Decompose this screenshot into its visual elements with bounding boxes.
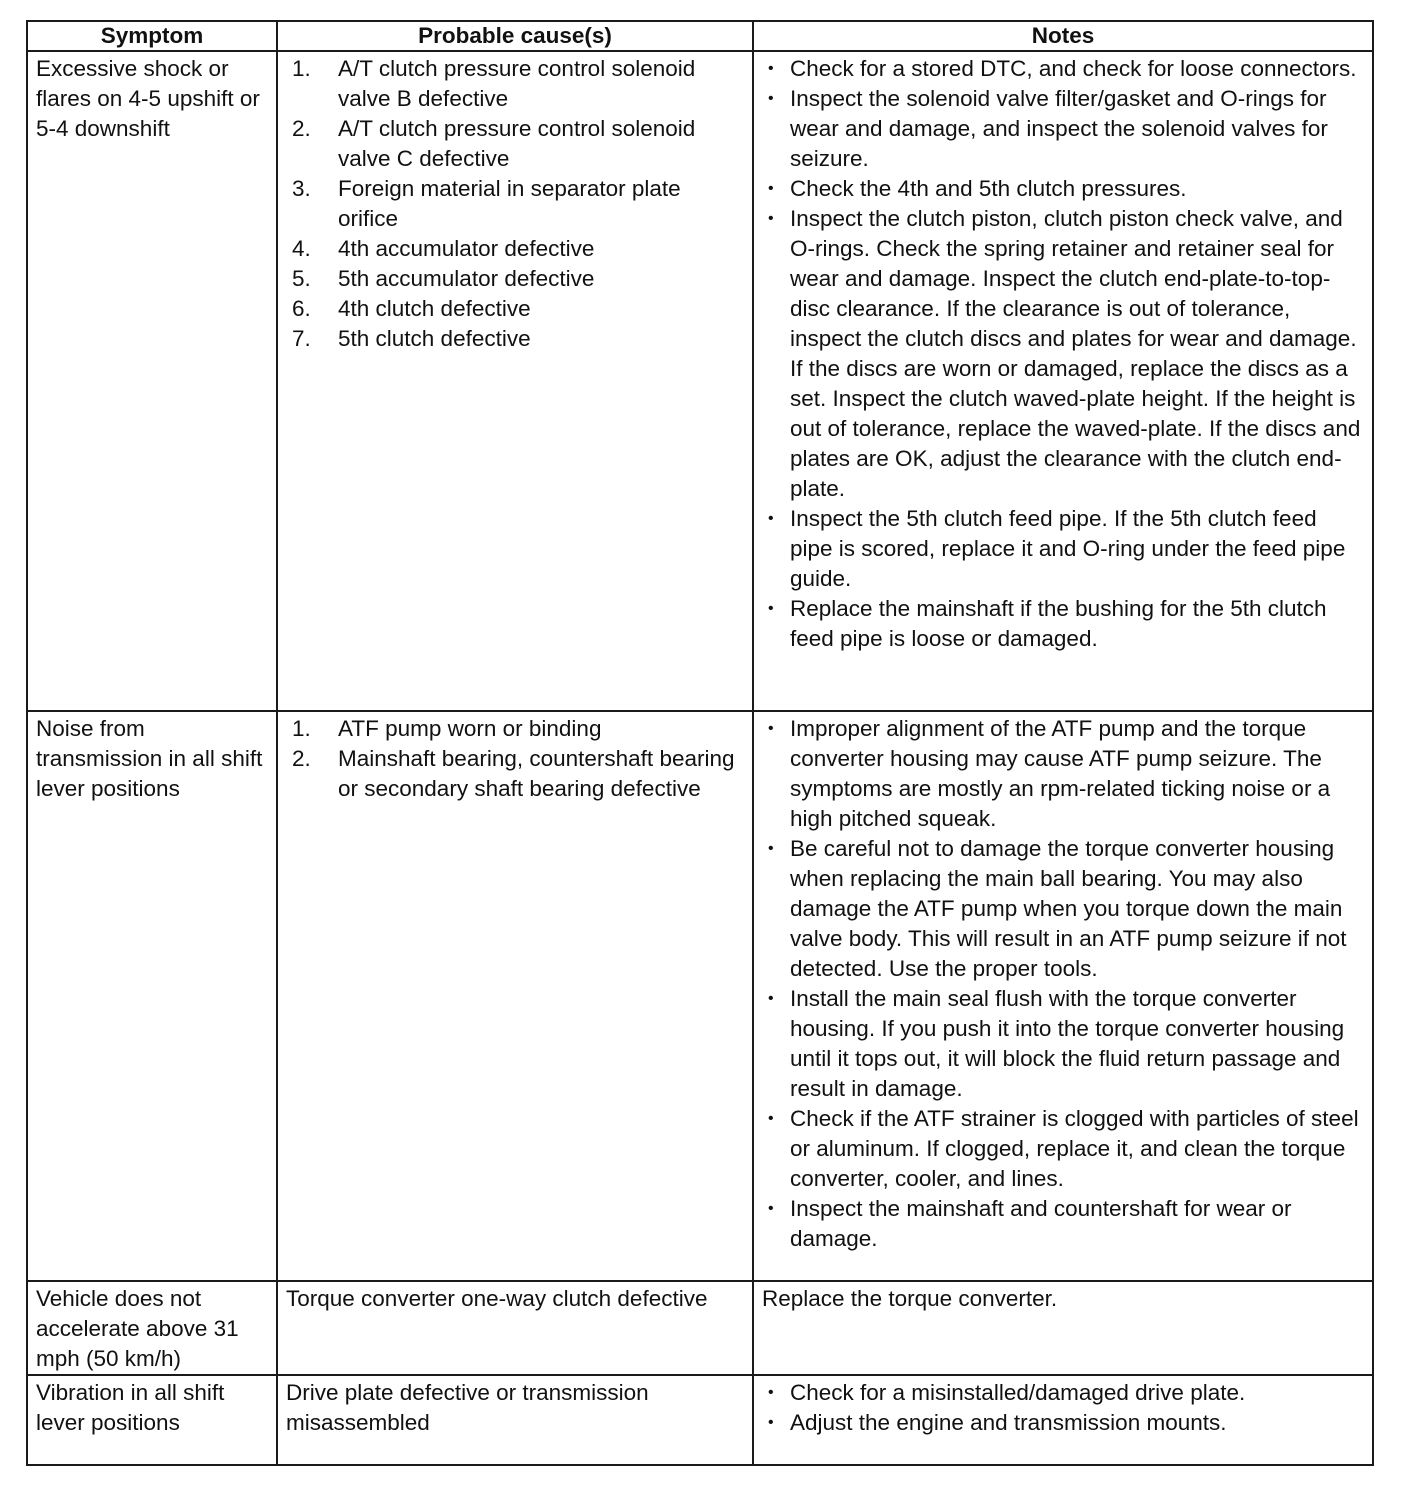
header-notes: Notes — [753, 21, 1373, 51]
bullet-icon: • — [768, 600, 774, 617]
cause-text: 4th clutch defective — [338, 296, 531, 321]
troubleshooting-table — [26, 20, 1374, 1466]
header-row — [27, 21, 1373, 51]
cause-text: ATF pump worn or binding — [338, 716, 602, 741]
note-text: Inspect the mainshaft and countershaft for wear or damage. — [790, 1196, 1292, 1251]
note-item — [762, 504, 1364, 594]
note-item — [762, 204, 1364, 504]
notes-list — [762, 54, 1364, 654]
cause-item — [286, 714, 744, 744]
bullet-icon: • — [768, 60, 774, 77]
notes-list — [762, 1378, 1364, 1438]
bullet-icon: • — [768, 1414, 774, 1431]
note-item — [762, 84, 1364, 174]
bullet-icon: • — [768, 990, 774, 1007]
note-text: Inspect the solenoid valve filter/gasket and O-rings for wear and damage, and inspect the solenoid valves for seizure. — [790, 86, 1328, 171]
cause-item — [286, 264, 744, 294]
notes-cell — [753, 711, 1373, 1281]
cause-item — [286, 114, 744, 174]
bullet-icon: • — [768, 1384, 774, 1401]
bullet-icon: • — [768, 1110, 774, 1127]
notes-cell — [753, 51, 1373, 711]
cause-number: 4. — [292, 236, 311, 261]
cause-number: 2. — [292, 746, 311, 771]
cause-number: 6. — [292, 296, 311, 321]
troubleshooting-table-wrapper — [26, 20, 1372, 1466]
cause-cell: Torque converter one-way clutch defective — [277, 1281, 753, 1375]
note-cell: Replace the torque converter. — [753, 1281, 1373, 1375]
cause-item — [286, 54, 744, 114]
note-text: Check the 4th and 5th clutch pressures. — [790, 176, 1187, 201]
note-item — [762, 1408, 1364, 1438]
note-text: Adjust the engine and transmission mounts. — [790, 1410, 1227, 1435]
note-text: Check for a misinstalled/damaged drive plate. — [790, 1380, 1246, 1405]
cause-item — [286, 174, 744, 234]
table-row — [27, 711, 1373, 1281]
note-item — [762, 594, 1364, 654]
note-item — [762, 1378, 1364, 1408]
note-text: Check if the ATF strainer is clogged with particles of steel or aluminum. If clogged, replace it, and clean the torque converter, cooler, and lines. — [790, 1106, 1359, 1191]
note-item — [762, 834, 1364, 984]
cause-text: 5th accumulator defective — [338, 266, 595, 291]
cause-number: 5. — [292, 266, 311, 291]
note-item — [762, 174, 1364, 204]
notes-cell — [753, 1375, 1373, 1465]
note-item — [762, 1104, 1364, 1194]
table-row — [27, 1375, 1373, 1465]
cause-cell: Drive plate defective or transmission misassembled — [277, 1375, 753, 1465]
bullet-icon: • — [768, 1200, 774, 1217]
bullet-icon: • — [768, 210, 774, 227]
cause-item — [286, 234, 744, 264]
note-item — [762, 54, 1364, 84]
note-text: Install the main seal flush with the torque converter housing. If you push it into the torque converter housing until it tops out, it will block the fluid return passage and result in damage. — [790, 986, 1345, 1101]
cause-number: 2. — [292, 116, 311, 141]
cause-text: 5th clutch defective — [338, 326, 531, 351]
cause-number: 7. — [292, 326, 311, 351]
cause-number: 3. — [292, 176, 311, 201]
cause-text: 4th accumulator defective — [338, 236, 595, 261]
note-text: Improper alignment of the ATF pump and the torque converter housing may cause ATF pump seizure. The symptoms are mostly an rpm-related ticking noise or a high pitched squeak. — [790, 716, 1331, 831]
causes-cell — [277, 711, 753, 1281]
symptom-cell: Vibration in all shift lever positions — [27, 1375, 277, 1465]
bullet-icon: • — [768, 90, 774, 107]
header-probable-cause: Probable cause(s) — [277, 21, 753, 51]
note-item — [762, 1194, 1364, 1254]
bullet-icon: • — [768, 840, 774, 857]
note-item — [762, 984, 1364, 1104]
symptom-cell: Noise from transmission in all shift lever positions — [27, 711, 277, 1281]
cause-item — [286, 294, 744, 324]
bullet-icon: • — [768, 180, 774, 197]
note-text: Replace the mainshaft if the bushing for the 5th clutch feed pipe is loose or damaged. — [790, 596, 1327, 651]
causes-list — [286, 714, 744, 804]
cause-text: A/T clutch pressure control solenoid valve C defective — [338, 116, 696, 171]
cause-text: A/T clutch pressure control solenoid valve B defective — [338, 56, 696, 111]
note-text: Check for a stored DTC, and check for loose connectors. — [790, 56, 1357, 81]
cause-text: Foreign material in separator plate orifice — [338, 176, 681, 231]
table-row — [27, 1281, 1373, 1375]
note-text: Inspect the 5th clutch feed pipe. If the 5th clutch feed pipe is scored, replace it and O-ring under the feed pipe guide. — [790, 506, 1346, 591]
cause-item — [286, 744, 744, 804]
note-item — [762, 714, 1364, 834]
note-text: Be careful not to damage the torque converter housing when replacing the main ball bearing. You may also damage the ATF pump when you torque down the main valve body. This will result in an ATF pump seizure if not detected. Use the proper tools. — [790, 836, 1347, 981]
cause-item — [286, 324, 744, 354]
bullet-icon: • — [768, 720, 774, 737]
cause-text: Mainshaft bearing, countershaft bearing or secondary shaft bearing defective — [338, 746, 735, 801]
causes-cell — [277, 51, 753, 711]
cause-number: 1. — [292, 56, 311, 81]
symptom-cell: Excessive shock or flares on 4-5 upshift or 5-4 downshift — [27, 51, 277, 711]
symptom-cell: Vehicle does not accelerate above 31 mph (50 km/h) — [27, 1281, 277, 1375]
table-row — [27, 51, 1373, 711]
header-symptom: Symptom — [27, 21, 277, 51]
causes-list — [286, 54, 744, 354]
cause-number: 1. — [292, 716, 311, 741]
bullet-icon: • — [768, 510, 774, 527]
notes-list — [762, 714, 1364, 1254]
note-text: Inspect the clutch piston, clutch piston check valve, and O-rings. Check the spring retainer and retainer seal for wear and damage. Inspect the clutch end-plate-to-top-disc clearance. If the clearance is out of tolerance, inspect the clutch discs and plates for wear and damage. If the discs are worn or damaged, replace the discs as a set. Inspect the clutch waved-plate height. If the height is out of tolerance, replace the waved-plate. If the discs and plates are OK, adjust the clearance with the clutch end-plate. — [790, 206, 1361, 501]
